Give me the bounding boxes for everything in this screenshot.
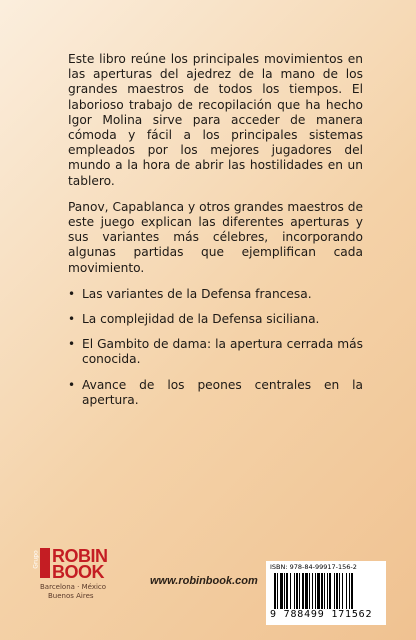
logo-cities-line1: Barcelona · México [40, 583, 107, 591]
barcode-bar [274, 573, 276, 609]
list-item-text: Las variantes de la Defensa francesa. [82, 286, 312, 301]
barcode-bar [349, 573, 350, 609]
logo-name-line1: ROBIN [52, 546, 108, 566]
blurb-paragraph-1: Este libro reúne los principales movimientos en las aperturas del ajedrez de la mano de los grandes maestros de todos los tiempos. El laborioso trabajo de recopilación que ha hecho Igor Molina sirve para acceder de manera cómoda y fácil a los principales sistemas empleados por los mejores jugadores del mundo a la hora de abrir las hostilidades en un tablero. [68, 52, 363, 188]
barcode-bar [346, 573, 347, 609]
barcode-bar [321, 573, 323, 609]
list-item [68, 378, 363, 408]
list-item-text: Avance de los peones centrales en la apertura. [82, 377, 363, 407]
blurb-text-area [68, 52, 363, 418]
barcode-bar [324, 573, 325, 609]
barcode-bar [329, 573, 331, 609]
bullet-icon: • [68, 312, 76, 327]
isbn-barcode [266, 561, 386, 625]
logo-cities-line2: Buenos Aires [48, 592, 94, 600]
publisher-website: www.robinbook.com [150, 575, 258, 587]
list-item [68, 337, 363, 367]
barcode-bar [277, 573, 278, 609]
barcode-bar [284, 573, 285, 609]
logo-name-line2: BOOK [52, 562, 104, 582]
barcode-bar [302, 573, 304, 609]
barcode-bar [294, 573, 295, 609]
publisher-logo [32, 546, 132, 610]
list-item-text: El Gambito de dama: la apertura cerrada más conocida. [82, 337, 363, 367]
bullet-icon: • [68, 286, 76, 301]
barcode-bar [334, 573, 335, 609]
logo-red-bar [40, 548, 50, 578]
barcode-bar [286, 573, 288, 609]
barcode-bar [296, 573, 298, 609]
barcode-bar [327, 573, 328, 609]
barcode-bar [305, 573, 308, 609]
barcode-bar [290, 573, 291, 609]
barcode-bar [317, 573, 320, 609]
bullet-icon: • [68, 377, 76, 392]
list-item [68, 287, 363, 302]
barcode-bar [342, 573, 343, 609]
barcode-bar [312, 573, 313, 609]
barcode-bar [299, 573, 300, 609]
topics-list [68, 287, 363, 408]
bullet-icon: • [68, 337, 76, 352]
list-item [68, 312, 363, 327]
barcode-bar [339, 573, 340, 609]
barcode-bar [309, 573, 310, 609]
barcode-bar [351, 573, 353, 609]
barcode-bars [274, 573, 378, 609]
logo-group-label: Grupo [32, 550, 40, 569]
isbn-label: ISBN: 978-84-99917-156-2 [270, 563, 357, 571]
barcode-number: 9 788499 171562 [270, 609, 373, 620]
barcode-bar [315, 573, 316, 609]
barcode-bar [280, 573, 283, 609]
barcode-bar [336, 573, 338, 609]
blurb-paragraph-2: Panov, Capablanca y otros grandes maestros de este juego explican las diferentes aperturas y sus variantes más célebres, incorporando algunas partidas que ejemplifican cada movimiento. [68, 199, 363, 275]
list-item-text: La complejidad de la Defensa siciliana. [82, 312, 320, 327]
